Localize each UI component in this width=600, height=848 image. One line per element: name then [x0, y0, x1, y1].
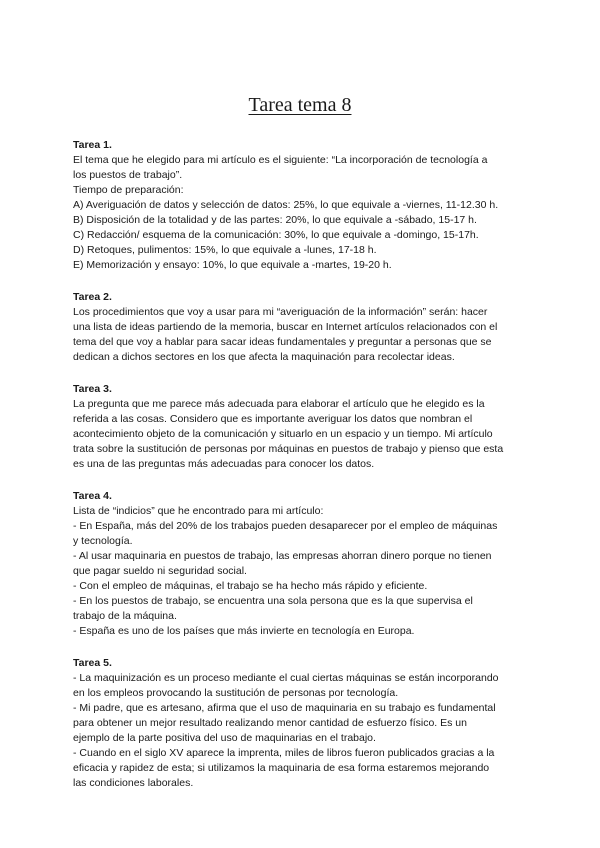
paragraph-line: las condiciones laborales.: [73, 777, 194, 789]
page-title: [0, 92, 600, 118]
paragraph-line: Los procedimientos que voy a usar para mi “averiguación de la información” serán: hacer: [73, 306, 488, 318]
paragraph-line: - En España, más del 20% de los trabajos pueden desaparecer por el empleo de máquinas: [73, 520, 498, 532]
paragraph-line: y tecnología.: [73, 535, 133, 547]
task-section-5: [73, 656, 535, 791]
paragraph-line: El tema que he elegido para mi artículo es el siguiente: “La incorporación de tecnología a: [73, 154, 488, 166]
task-section-1: [73, 138, 535, 273]
paragraph-line: C) Redacción/ esquema de la comunicación: 30%, lo que equivale a -domingo, 15-17h.: [73, 229, 479, 241]
task-section-2: [73, 290, 535, 365]
paragraph-line: ejemplo de la parte positiva del uso de maquinarias en el trabajo.: [73, 732, 376, 744]
task-section-3: [73, 382, 535, 472]
paragraph-line: - España es uno de los países que más invierte en tecnología en Europa.: [73, 625, 415, 637]
paragraph-line: A) Averiguación de datos y selección de datos: 25%, lo que equivale a -viernes, 11-12.30 h.: [73, 199, 499, 211]
task-section-4: [73, 489, 535, 639]
paragraph-line: - Con el empleo de máquinas, el trabajo se ha hecho más rápido y eficiente.: [73, 580, 428, 592]
paragraph-line: eficacia y rapidez de esta; si utilizamos la maquinaria de esa forma estaremos mejorando: [73, 762, 490, 774]
task-heading: Tarea 5.: [73, 657, 112, 669]
paragraph-line: es una de las preguntas más adecuadas para conocer los datos.: [73, 458, 375, 470]
document-body: [73, 138, 535, 808]
paragraph-line: La pregunta que me parece más adecuada para elaborar el artículo que he elegido es la: [73, 398, 485, 410]
paragraph-line: Tiempo de preparación:: [73, 184, 184, 196]
page-title-text: Tarea tema 8: [248, 94, 352, 116]
paragraph-line: - En los puestos de trabajo, se encuentra una sola persona que es la que supervisa el: [73, 595, 473, 607]
paragraph-line: una lista de ideas partiendo de la memoria, buscar en Internet artículos relacionados con el: [73, 321, 498, 333]
paragraph-line: los puestos de trabajo”.: [73, 169, 183, 181]
task-heading: Tarea 1.: [73, 139, 112, 151]
paragraph-line: tema del que voy a hablar para sacar ideas fundamentales y preguntar a personas que se: [73, 336, 492, 348]
paragraph-line: para obtener un mejor resultado realizando menor cantidad de esfuerzo físico. Es un: [73, 717, 467, 729]
paragraph-line: - Cuando en el siglo XV aparece la imprenta, miles de libros fueron publicados gracias a la: [73, 747, 495, 759]
paragraph-line: E) Memorización y ensayo: 10%, lo que equivale a -martes, 19-20 h.: [73, 259, 392, 271]
paragraph-line: B) Disposición de la totalidad y de las partes: 20%, lo que equivale a -sábado, 15-17 h.: [73, 214, 477, 226]
task-heading: Tarea 2.: [73, 291, 112, 303]
paragraph-line: - Mi padre, que es artesano, afirma que el uso de maquinaria en su trabajo es fundamental: [73, 702, 496, 714]
paragraph-line: dedican a dichos sectores en los que afecta la maquinación para recolectar ideas.: [73, 351, 455, 363]
paragraph-line: trata sobre la sustitución de personas por máquinas en puestos de trabajo y pienso que esta: [73, 443, 504, 455]
paragraph-line: - La maquinización es un proceso mediante el cual ciertas máquinas se están incorporando: [73, 672, 499, 684]
paragraph-line: en los empleos provocando la sustitución de personas por tecnología.: [73, 687, 399, 699]
paragraph-line: D) Retoques, pulimentos: 15%, lo que equivale a -lunes, 17-18 h.: [73, 244, 377, 256]
paragraph-line: referida a las cosas. Considero que es importante averiguar los datos que nombran el: [73, 413, 473, 425]
task-heading: Tarea 4.: [73, 490, 112, 502]
task-heading: Tarea 3.: [73, 383, 112, 395]
paragraph-line: que pagar sueldo ni seguridad social.: [73, 565, 247, 577]
paragraph-line: Lista de “indicios” que he encontrado para mi artículo:: [73, 505, 324, 517]
paragraph-line: - Al usar maquinaria en puestos de trabajo, las empresas ahorran dinero porque no tienen: [73, 550, 492, 562]
paragraph-line: trabajo de la máquina.: [73, 610, 177, 622]
paragraph-line: acontecimiento objeto de la comunicación y situarlo en un espacio y un tiempo. Mi artículo: [73, 428, 493, 440]
